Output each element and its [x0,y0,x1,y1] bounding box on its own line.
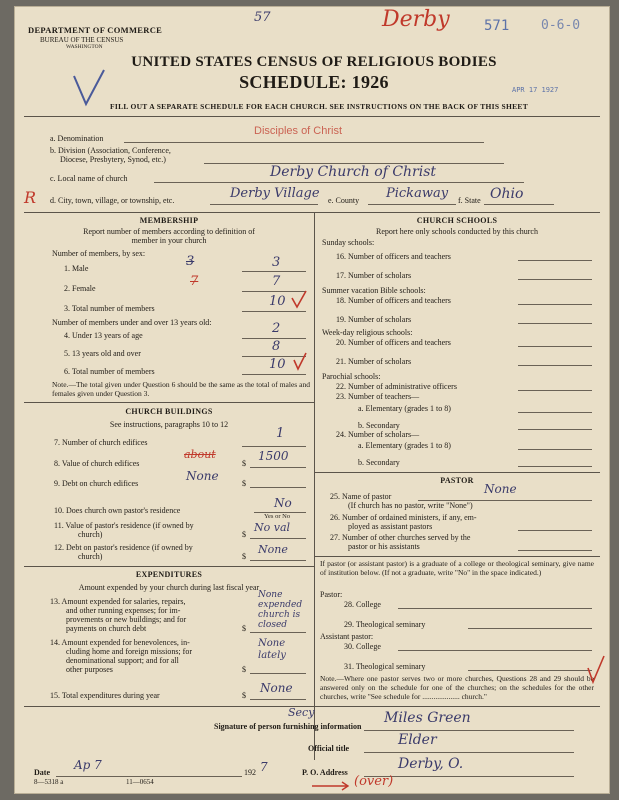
division-label-1: b. Division (Association, Conference, [50,146,171,155]
q11-value: No val [254,521,291,534]
q14-line-4: other purposes [66,665,113,674]
year-value: 7 [260,760,268,774]
signature-above: Secy [288,706,315,719]
form-title: UNITED STATES CENSUS OF RELIGIOUS BODIES [131,54,497,70]
q13-line-2: and other running expenses; for im- [66,606,181,615]
q1-scratch: 3 [186,254,195,269]
q2-label: 2. Female [64,284,96,293]
q29-label: 29. Theological seminary [344,620,426,629]
form-number-stamp: 571 [484,18,510,34]
q22-label: 22. Number of administrative officers [336,382,457,391]
red-check-icon [290,290,308,310]
schedule-title: SCHEDULE: 1926 [239,72,389,92]
q4-label: 4. Under 13 years of age [64,331,143,340]
by-sex-label: Number of members, by sex: [52,249,146,258]
q26-label-a: 26. Number of ordained ministers, if any, em- [330,513,477,522]
year-label: 192 [244,768,256,777]
q31-label: 31. Theological seminary [344,662,426,671]
q13-line-3: provements or new buildings; and for [66,615,187,624]
pastor-sublabel: Pastor: [320,590,343,599]
q14-value-1: None [258,638,286,649]
q14-dollar: $ [242,665,246,674]
q28-label: 28. College [344,600,381,609]
q8-value: 1500 [258,449,289,463]
q24a-label: a. Elementary (grades 1 to 8) [358,441,451,450]
code-stamp: 0-6-0 [541,18,581,33]
membership-title: MEMBERSHIP [139,216,199,225]
q15-label: 15. Total expenditures during year [50,691,160,700]
r-margin-mark: R [24,188,37,207]
q25-label: 25. Name of pastor [330,492,392,501]
q2-value: 7 [272,274,281,289]
q23-label: 23. Number of teachers— [336,392,420,401]
q13-line-4: payments on church debt [66,624,147,633]
q12-value: None [258,543,288,556]
instruction-line: FILL OUT A SEPARATE SCHEDULE FOR EACH CHURCH. SEE INSTRUCTIONS ON THE BACK OF THIS SHEET [109,102,529,111]
q8-dollar: $ [242,459,246,468]
q9-label: 9. Debt on church edifices [54,479,139,488]
q3-label: 3. Total number of members [64,304,155,313]
form-code-2: 11—0654 [126,778,154,786]
q12-label-b: church) [78,552,103,561]
membership-note: Note.—The total given under Question 6 should be the same as the total of males and females given under Question 3. [52,380,310,398]
q1-value: 3 [272,255,281,270]
q19-label: 19. Number of scholars [336,315,412,324]
buildings-title: CHURCH BUILDINGS [125,407,213,416]
q9-value: None [186,469,219,483]
form-code: 8—5318 a [34,778,64,786]
bureau-name: BUREAU OF THE CENSUS [40,36,124,44]
county-label: e. County [328,196,360,205]
graduate-note: If pastor (or assistant pastor) is a graduate of a college or theological seminary, give name of institution below. (If not a graduate, write "No" in the space indicated.) [320,559,594,577]
age-intro: Number of members under and over 13 years old: [52,318,212,327]
date-value: Ap 7 [74,758,102,772]
q8-note: about [184,448,216,461]
q11-label-a: 11. Value of pastor's residence (if owned by [54,521,194,530]
dept-name: DEPARTMENT OF COMMERCE [28,25,163,35]
q11-label-b: church) [78,530,103,539]
q24b-label: b. Secondary [358,458,400,467]
q15-dollar: $ [242,691,246,700]
q27-label-b: pastor or his assistants [348,542,420,551]
q6-value: 10 [269,357,286,372]
q10-label: 10. Does church own pastor's residence [54,506,181,515]
q10-value: No [274,496,292,510]
q18-label: 18. Number of officers and teachers [336,296,451,305]
q1-label: 1. Male [64,264,89,273]
q7-value: 1 [276,426,285,441]
membership-intro-2: member in your church [131,236,207,245]
summer-label: Summer vacation Bible schools: [322,286,426,295]
q25-value: None [484,482,517,496]
red-check-icon-3 [586,654,606,684]
q13-dollar: $ [242,624,246,633]
denomination-value: Disciples of Christ [254,125,343,137]
q3-value: 10 [269,294,286,309]
membership-intro-1: Report number of members according to definition of [83,227,255,236]
state-label: f. State [458,196,481,205]
q4-value: 2 [272,321,281,336]
expenditures-sub: Amount expended by your church during last fiscal year [78,583,260,592]
schools-intro: Report here only schools conducted by this church [376,227,538,236]
pastor-title: PASTOR [440,476,474,485]
red-arrow-icon [310,780,354,792]
q26-label-b: ployed as assistant pastors [348,522,433,531]
signature-label: Signature of person furnishing information [214,722,362,731]
weekday-label: Week-day religious schools: [322,328,413,337]
state-value: Ohio [490,186,524,202]
q13-value-2: expended [258,600,303,610]
assistant-sublabel: Assistant pastor: [320,632,374,641]
q14-line-3: denominational support; and for all [66,656,179,665]
address-value: Derby, O. [398,756,464,772]
q20-label: 20. Number of officers and teachers [336,338,451,347]
over-note: (over) [354,774,394,789]
pastor-note: Note.—Where one pastor serves two or more churches, Questions 28 and 29 should be answered only on the schedule for one of the churches; on the schedules for the other churches, write "See schedule for .................... church." [320,674,594,701]
sunday-label: Sunday schools: [322,238,375,247]
q15-value: None [260,681,293,695]
q11-dollar: $ [242,530,246,539]
top-number: 57 [254,10,271,25]
red-check-icon-2 [292,352,308,372]
q7-label: 7. Number of church edifices [54,438,148,447]
q23b-label: b. Secondary [358,421,400,430]
schools-title: CHURCH SCHOOLS [416,216,498,225]
denomination-label: a. Denomination [50,134,104,143]
city-name: WASHINGTON [66,44,103,50]
q16-label: 16. Number of officers and teachers [336,252,451,261]
county-value: Pickaway [386,186,449,201]
official-title-label: Official title [308,744,350,753]
q25-note: (If church has no pastor, write "None") [348,501,473,510]
q23a-label: a. Elementary (grades 1 to 8) [358,404,451,413]
yes-no-hint: Yes or No [264,513,291,520]
q13-line-1: 13. Amount expended for salaries, repairs, [50,597,186,606]
q14-line-2: cluding home and foreign missions; for [66,647,192,656]
expenditures-title: EXPENDITURES [135,570,203,579]
local-name-label: c. Local name of church [50,174,128,183]
local-name-value: Derby Church of Christ [270,164,437,180]
date-label: Date [34,768,50,777]
official-title-value: Elder [398,732,437,748]
q2-scratch: 7 [190,274,199,289]
q5-label: 5. 13 years old and over [64,349,141,358]
red-county-name: Derby [382,7,450,32]
q13-value-4: closed [258,620,288,630]
q9-dollar: $ [242,479,246,488]
census-schedule-sheet [14,6,610,794]
received-date-stamp: APR 17 1927 [512,86,559,94]
buildings-sub: See instructions, paragraphs 10 to 12 [109,420,229,429]
q30-label: 30. College [344,642,381,651]
address-label: P. O. Address [302,768,348,777]
division-label-2: Diocese, Presbytery, Synod, etc.) [60,155,166,164]
q17-label: 17. Number of scholars [336,271,412,280]
q5-value: 8 [272,339,281,354]
q12-dollar: $ [242,552,246,561]
city-value: Derby Village [230,186,320,201]
q13-value-3: church is [258,610,301,620]
q6-label: 6. Total number of members [64,367,155,376]
q21-label: 21. Number of scholars [336,357,412,366]
q14-value-2: lately [258,650,286,661]
q13-value-1: None [258,590,283,600]
q8-label: 8. Value of church edifices [54,459,140,468]
q24-label: 24. Number of scholars— [336,430,420,439]
q12-label-a: 12. Debt on pastor's residence (if owned by [54,543,193,552]
parochial-label: Parochial schools: [322,372,381,381]
city-label: d. City, town, village, or township, etc. [50,196,175,205]
q14-line-1: 14. Amount expended for benevolences, in- [50,638,190,647]
signature-value: Miles Green [384,710,471,726]
q27-label-a: 27. Number of other churches served by the [330,533,471,542]
